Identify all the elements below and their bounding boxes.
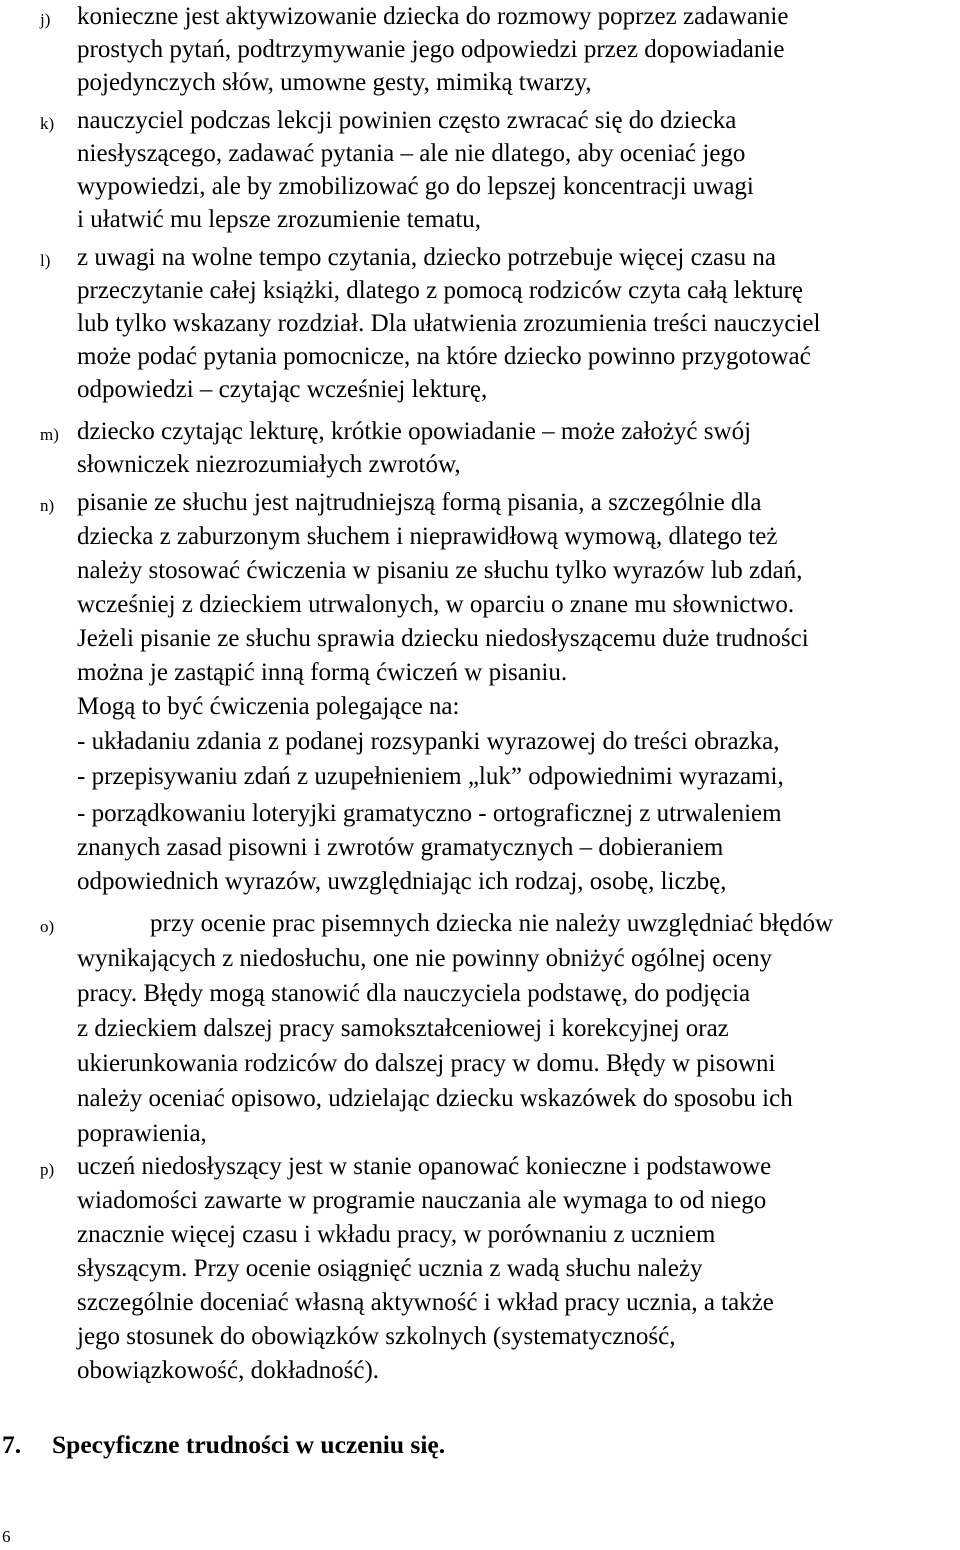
paragraph-line: znanych zasad pisowni i zwrotów gramatycznych – dobieraniem (77, 834, 724, 861)
paragraph-line: prostych pytań, podtrzymywanie jego odpowiedzi przez dopowiadanie (77, 36, 785, 63)
paragraph-line: jego stosunek do obowiązków szkolnych (systematyczność, (77, 1323, 676, 1350)
list-marker: m) (40, 425, 59, 444)
paragraph-line: lub tylko wskazany rozdział. Dla ułatwienia zrozumienia treści nauczyciel (77, 310, 821, 337)
paragraph-line: dziecko czytając lekturę, krótkie opowiadanie – może założyć swój (77, 418, 752, 445)
paragraph-line: należy oceniać opisowo, udzielając dziecku wskazówek do sposobu ich (77, 1085, 793, 1112)
section-title: Specyficzne trudności w uczeniu się. (52, 1430, 446, 1459)
paragraph-line: - porządkowaniu loteryjki gramatyczno - ortograficznej z utrwaleniem (77, 800, 782, 827)
paragraph-line: należy stosować ćwiczenia w pisaniu ze słuchu tylko wyrazów lub zdań, (77, 557, 803, 584)
paragraph-line: szczególnie doceniać własną aktywność i wkład pracy ucznia, a także (77, 1289, 774, 1316)
paragraph-line: pojedynczych słów, umowne gesty, mimiką twarzy, (77, 69, 592, 96)
paragraph-line: można je zastąpić inną formą ćwiczeń w pisaniu. (77, 659, 568, 686)
list-marker: p) (40, 1160, 55, 1179)
paragraph-line: wiadomości zawarte w programie nauczania ale wymaga to od niego (77, 1187, 767, 1214)
paragraph-line: - przepisywaniu zdań z uzupełnieniem „luk” odpowiednimi wyrazami, (77, 763, 784, 790)
paragraph-line: przeczytanie całej książki, dlatego z pomocą rodziców czyta całą lekturę (77, 277, 804, 304)
paragraph-line: konieczne jest aktywizowanie dziecka do rozmowy poprzez zadawanie (77, 3, 789, 30)
list-marker: l) (40, 251, 51, 270)
paragraph-line: pracy. Błędy mogą stanowić dla nauczyciela podstawę, do podjęcia (77, 980, 751, 1007)
paragraph-line: wypowiedzi, ale by zmobilizować go do lepszej koncentracji uwagi (77, 173, 754, 200)
list-marker: n) (40, 496, 55, 515)
list-marker: k) (40, 114, 55, 133)
paragraph-line: słyszącym. Przy ocenie osiągnięć ucznia z wadą słuchu należy (77, 1255, 703, 1282)
paragraph-line: wynikających z niedosłuchu, one nie powinny obniżyć ogólnej oceny (77, 945, 772, 972)
paragraph-line: dziecka z zaburzonym słuchem i nieprawidłową wymową, dlatego też (77, 523, 778, 550)
list-marker: j) (40, 10, 51, 29)
paragraph-line: uczeń niedosłyszący jest w stanie opanować konieczne i podstawowe (77, 1153, 772, 1180)
paragraph-line: Jeżeli pisanie ze słuchu sprawia dziecku niedosłyszącemu duże trudności (77, 625, 809, 652)
paragraph-line: obowiązkowość, dokładność). (77, 1357, 380, 1384)
section-heading (0, 1427, 960, 1463)
paragraph-line: odpowiedzi – czytając wcześniej lekturę, (77, 376, 488, 403)
paragraph-line: znacznie więcej czasu i wkładu pracy, w porównaniu z uczniem (77, 1221, 716, 1248)
paragraph-line: z uwagi na wolne tempo czytania, dziecko potrzebuje więcej czasu na (77, 244, 776, 271)
paragraph-line: - układaniu zdania z podanej rozsypanki wyrazowej do treści obrazka, (77, 728, 780, 755)
paragraph-line: poprawienia, (77, 1120, 207, 1147)
paragraph-line: może podać pytania pomocnicze, na które dziecko powinno przygotować (77, 343, 811, 370)
paragraph-line: słowniczek niezrozumiałych zwrotów, (77, 451, 461, 478)
paragraph-line: i ułatwić mu lepsze zrozumienie tematu, (77, 206, 482, 233)
paragraph-line: wcześniej z dzieckiem utrwalonych, w oparciu o znane mu słownictwo. (77, 591, 795, 618)
section-number: 7. (2, 1430, 22, 1459)
paragraph-line: ukierunkowania rodziców do dalszej pracy w domu. Błędy w pisowni (77, 1050, 776, 1077)
paragraph-line: z dzieckiem dalszej pracy samokształceniowej i korekcyjnej oraz (77, 1015, 729, 1042)
paragraph-line: nauczyciel podczas lekcji powinien często zwracać się do dziecka (77, 107, 737, 134)
paragraph-line: przy ocenie prac pisemnych dziecka nie należy uwzględniać błędów (150, 910, 834, 937)
paragraph-line: pisanie ze słuchu jest najtrudniejszą formą pisania, a szczególnie dla (77, 489, 762, 516)
paragraph-line: Mogą to być ćwiczenia polegające na: (77, 693, 460, 720)
list-marker: o) (40, 917, 55, 936)
paragraph-line: niesłyszącego, zadawać pytania – ale nie dlatego, aby oceniać jego (77, 140, 746, 167)
page-number: 6 (2, 1527, 11, 1546)
paragraph-line: odpowiednich wyrazów, uwzględniając ich rodzaj, osobę, liczbę, (77, 868, 727, 895)
